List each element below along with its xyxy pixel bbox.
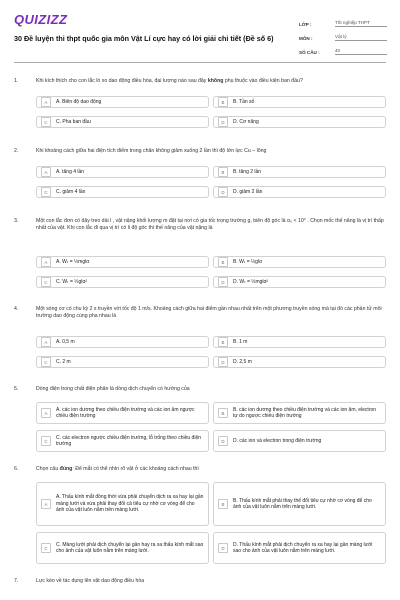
question-2 [14, 148, 386, 155]
option-text: B. 1 m [233, 338, 248, 345]
option-letter: D [218, 543, 228, 553]
question-text: Dòng điện trong chất điện phân là dòng dịch chuyển có hướng của [36, 386, 190, 392]
option-letter: B [218, 167, 228, 177]
option-text: A. Biên độ dao động [56, 98, 102, 105]
option-text: B. Thấu kính mắt phải thay thế đổi tiêu cự nhờ cơ vòng để cho ảnh của vật luôn nằm trên màng lưới. [233, 497, 372, 510]
info-panel [299, 13, 387, 55]
option-letter: C [41, 357, 51, 367]
option-letter: C [41, 436, 51, 446]
question-4 [14, 306, 386, 321]
option-letter: B [218, 337, 228, 347]
options-q5 [36, 402, 386, 452]
option-text: D. 2,5 m [233, 358, 252, 365]
info-row-subject [299, 27, 387, 41]
option-text: A. Thấu kính mắt đồng thời vừa phải chuyển dịch ra xa hay lại gần màng lưới và vừa phải thay đổi cả tiêu cự nhờ cơ vòng để cho ảnh của vật luôn nằm trên màng lưới. [56, 494, 204, 514]
worksheet-title: 30 Đề luyện thi thpt quốc gia môn Vật Lí cực hay có lời giải chi tiết (Đề số 6) [14, 34, 274, 43]
question-number: 5. [14, 386, 19, 392]
question-text: Khi khoảng cách giữa hai điện tích điểm trong chân không giảm xuống 2 lần thì độ lớn lực Cu – lông [36, 148, 267, 154]
option-d[interactable] [213, 532, 386, 564]
option-text: A. các ion dương theo chiều điện trường và các ion âm ngược chiều điện trường [56, 406, 195, 419]
option-d[interactable] [213, 116, 386, 128]
option-text: D. giảm 2 lần [233, 188, 263, 195]
option-letter: C [41, 543, 51, 553]
option-letter: A [41, 499, 51, 509]
info-value: Tốt nghiệp THPT [335, 20, 387, 27]
option-d[interactable] [213, 276, 386, 288]
options-q3 [36, 256, 386, 288]
option-letter: A [41, 167, 51, 177]
question-text: Chọn câu đúng: Để mắt có thể nhìn rõ vật ở các khoảng cách nhau thì [36, 466, 199, 472]
option-letter: C [41, 117, 51, 127]
option-text: B. Tần số [233, 98, 255, 105]
option-a[interactable] [36, 256, 209, 268]
question-number: 7. [14, 578, 19, 584]
option-letter: A [41, 408, 51, 418]
info-label: SỐ CÂU : [299, 50, 320, 55]
option-d[interactable] [213, 430, 386, 452]
option-c[interactable] [36, 116, 209, 128]
option-text: D. Thấu kính mắt phải dịch chuyển ra xa hay lại gần màng lưới sao cho ảnh của vật luôn nằm trên màng lưới. [233, 541, 373, 554]
option-letter: B [218, 257, 228, 267]
question-number: 6. [14, 466, 19, 472]
question-text: Khi kích thích cho con lắc lò xo dao động điều hòa, đại lượng nào sau đây không phụ thuộc vào điều kiện ban đầu? [36, 78, 303, 84]
option-text: C. các electron ngược chiều điện trường, lỗ trống theo chiều điện trường [56, 434, 201, 447]
option-a[interactable] [36, 166, 209, 178]
question-6 [14, 466, 386, 473]
option-a[interactable] [36, 336, 209, 348]
option-b[interactable] [213, 482, 386, 526]
question-text: Một sóng cơ có chu kỳ 2 s truyền với tốc độ 1 m/s. Khoảng cách giữa hai điểm gần nhau nhất trên một phương truyền sóng mà tại đó các phần tử môi trường dao động cùng pha nhau là [36, 306, 382, 320]
option-c[interactable] [36, 356, 209, 368]
question-1 [14, 78, 386, 85]
option-c[interactable] [36, 186, 209, 198]
question-number: 1. [14, 78, 19, 84]
option-letter: A [41, 257, 51, 267]
question-7 [14, 578, 386, 585]
option-text: C. 2 m [56, 358, 71, 365]
option-text: A. Wₜ = ½mglα [56, 258, 90, 265]
option-letter: B [218, 97, 228, 107]
options-q1 [36, 96, 386, 128]
option-letter: A [41, 337, 51, 347]
quizizz-logo: QUIZIZZ [14, 12, 68, 27]
option-letter: A [41, 97, 51, 107]
option-a[interactable] [36, 402, 209, 424]
info-label: LỚP : [299, 22, 312, 27]
option-letter: D [218, 117, 228, 127]
option-text: B. tăng 2 lần [233, 168, 262, 175]
options-q4 [36, 336, 386, 368]
option-letter: D [218, 187, 228, 197]
option-letter: D [218, 436, 228, 446]
option-b[interactable] [213, 402, 386, 424]
option-c[interactable] [36, 532, 209, 564]
option-text: C. Wₜ = ½glα² [56, 278, 87, 285]
option-text: A. 0,5 m [56, 338, 75, 345]
info-row-count [299, 41, 387, 55]
info-label: MÔN : [299, 36, 313, 41]
option-text: A. tăng 4 lần [56, 168, 85, 175]
option-d[interactable] [213, 356, 386, 368]
question-number: 3. [14, 218, 19, 224]
option-a[interactable] [36, 482, 209, 526]
option-letter: B [218, 499, 228, 509]
info-row-class [299, 13, 387, 27]
option-letter: B [218, 408, 228, 418]
option-d[interactable] [213, 186, 386, 198]
option-letter: D [218, 357, 228, 367]
info-value: Vật lý [335, 34, 387, 41]
option-b[interactable] [213, 96, 386, 108]
info-value: 40 [335, 48, 387, 55]
options-q2 [36, 166, 386, 198]
option-text: C. Màng lưới phải dịch chuyển lại gần hay ra xa thấu kính mắt sao cho ảnh của vật luôn nằm trên màng lưới. [56, 541, 204, 554]
option-letter: C [41, 277, 51, 287]
question-3 [14, 218, 386, 233]
option-c[interactable] [36, 276, 209, 288]
header-divider [14, 62, 386, 63]
question-number: 2. [14, 148, 19, 154]
option-text: D. các ion và electron trong điện trường [233, 437, 322, 444]
option-b[interactable] [213, 256, 386, 268]
option-text: C. giảm 4 lần [56, 188, 86, 195]
option-b[interactable] [213, 166, 386, 178]
option-letter: D [218, 277, 228, 287]
option-a[interactable] [36, 96, 209, 108]
option-text: B. Wₜ = ½glα [233, 258, 262, 265]
question-5 [14, 386, 386, 393]
options-q6 [36, 482, 386, 564]
option-b[interactable] [213, 336, 386, 348]
option-letter: C [41, 187, 51, 197]
option-text: B. các ion dương theo chiều điện trường và các ion âm, electron tự do ngược chiều điện trường [233, 406, 377, 419]
question-text: Lực kéo về tác dụng lên vật dao động điều hòa [36, 578, 145, 584]
option-c[interactable] [36, 430, 209, 452]
question-number: 4. [14, 306, 19, 312]
option-text: D. Wₜ = ½mglα² [233, 278, 269, 285]
question-text: Một con lắc đơn có dây treo dài l , vật nặng khối lượng m đặt tại nơi có gia tốc trọng trường g, biên độ góc là α₀ < 10° . Chọn mốc thế năng là vị trí thấp nhất của vật. Khi con lắc đi qua vị trí có li độ góc thì thế năng của vật nặng là [36, 218, 384, 232]
option-text: D. Cơ năng [233, 118, 259, 125]
option-text: C. Pha ban đầu [56, 118, 91, 125]
